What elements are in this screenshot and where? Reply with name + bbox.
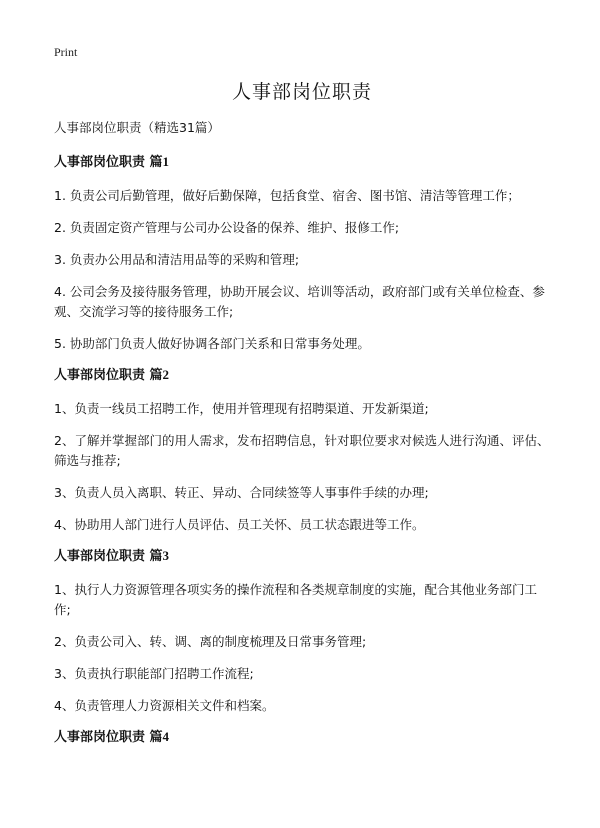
section-4 [54,728,550,747]
list-item: 3、负责执行职能部门招聘工作流程; [54,666,254,681]
section-heading-number: 1 [162,154,170,169]
print-label: Print [54,45,78,59]
list-item: 2. 负责固定资产管理与公司办公设备的保养、维护、报修工作; [54,220,400,235]
document-title: 人事部岗位职责 [231,81,372,103]
list-item: 3. 负责办公用品和清洁用品等的采购和管理; [54,252,300,267]
section-2 [54,366,550,535]
section-heading [54,366,550,385]
section-heading-text: 人事部岗位职责 篇 [54,368,163,383]
section-3 [54,547,550,716]
section-heading [54,153,550,172]
section-1 [54,153,550,354]
list-item: 3、负责人员入离职、转正、异动、合同续签等人事事件手续的办理; [54,485,429,500]
section-heading-number: 2 [162,367,170,382]
list-item: 1. 负责公司后勤管理，做好后勤保障，包括食堂、宿舍、图书馆、清洁等管理工作； [54,188,520,203]
section-heading-text: 人事部岗位职责 篇 [54,730,163,745]
section-heading [54,547,550,566]
section-heading-text: 人事部岗位职责 篇 [54,549,163,564]
list-item: 1、负责一线员工招聘工作，使用并管理现有招聘渠道、开发新渠道; [54,401,429,416]
document-subtitle: 人事部岗位职责（精选31篇） [54,120,220,135]
section-heading-number: 3 [162,548,170,563]
list-item: 2、了解并掌握部门的用人需求，发布招聘信息，针对职位要求对候选人进行沟通、评估、筛选与推荐; [54,433,550,468]
list-item: 5. 协助部门负责人做好协调各部门关系和日常事务处理。 [54,336,370,351]
section-heading [54,728,550,747]
list-item: 1、执行人力资源管理各项实务的操作流程和各类规章制度的实施，配合其他业务部门工作; [54,582,537,617]
list-item: 4、协助用人部门进行人员评估、员工关怀、员工状态跟进等工作。 [54,517,425,532]
list-item: 4. 公司会务及接待服务管理，协助开展会议、培训等活动，政府部门或有关单位检查、参观、交流学习等的接待服务工作; [54,284,545,319]
section-heading-text: 人事部岗位职责 篇 [54,155,163,170]
list-item: 2、负责公司入、转、调、离的制度梳理及日常事务管理; [54,634,367,649]
section-heading-number: 4 [162,729,170,744]
list-item: 4、负责管理人力资源相关文件和档案。 [54,698,275,713]
